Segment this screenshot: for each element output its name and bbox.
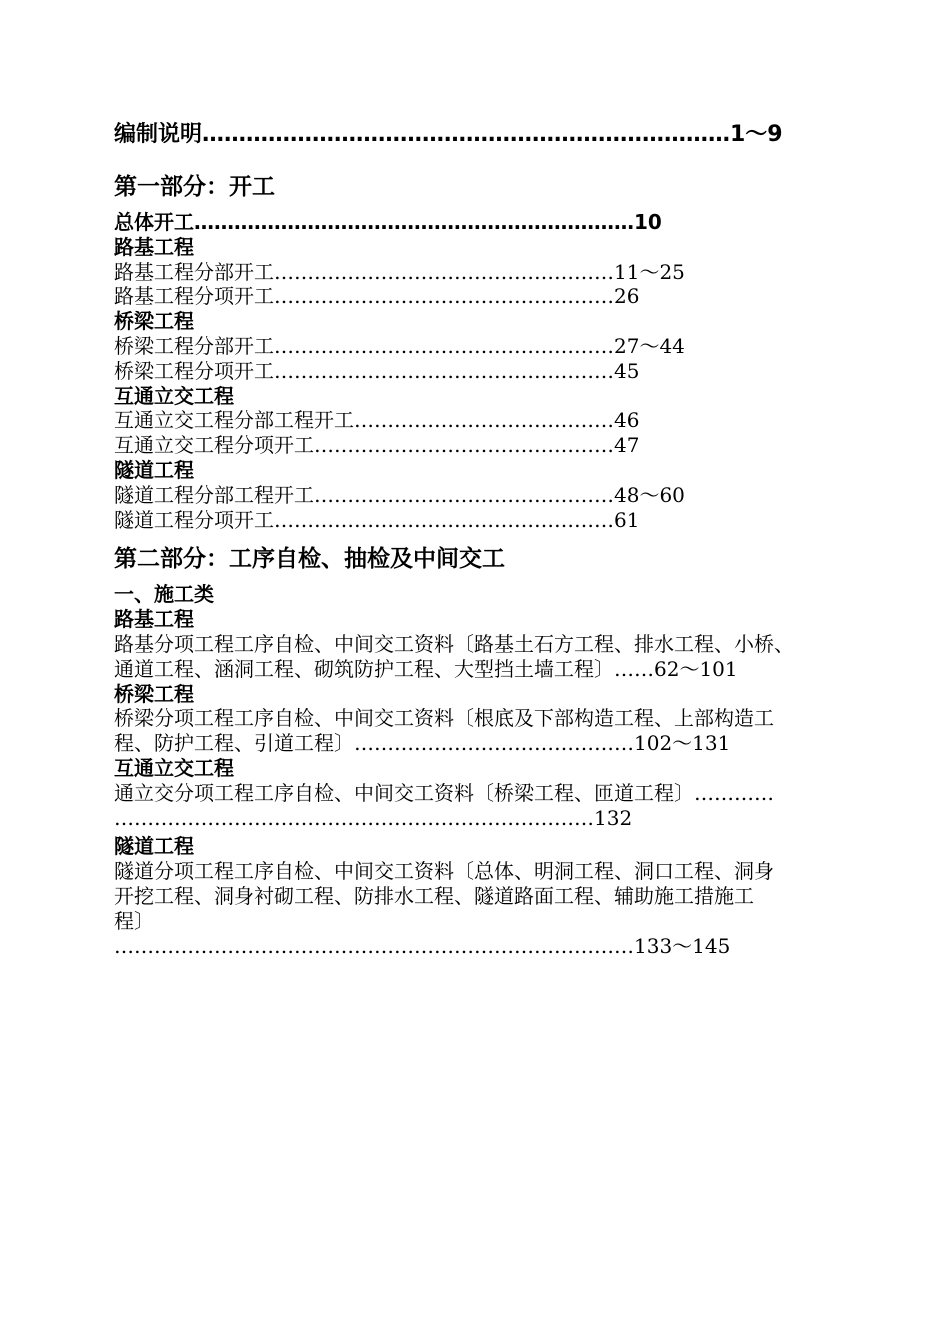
toc-page: [114, 120, 884, 958]
toc-line: 通道工程、涵洞工程、砌筑防护工程、大型挡土墙工程〕……62～101: [114, 656, 738, 681]
toc-intro: 编制说明………………………………………………………………1～9: [114, 122, 783, 147]
toc-line: 互通立交工程分项开工………………………………………47: [114, 433, 640, 458]
toc-line: 路基分项工程工序自检、中间交工资料〔路基土石方工程、排水工程、小桥、: [114, 631, 794, 656]
toc-line: 通立交分项工程工序自检、中间交工资料〔桥梁工程、匝道工程〕…………: [114, 780, 774, 805]
category-head: 一、施工类: [114, 582, 214, 607]
toc-line: 隧道工程分项开工……………………………………………61: [114, 507, 640, 532]
section-head: 桥梁工程: [114, 309, 194, 334]
section-head: 互通立交工程: [114, 755, 234, 780]
toc-line: 隧道分项工程工序自检、中间交工资料〔总体、明洞工程、洞口工程、洞身: [114, 859, 774, 884]
section-head: 互通立交工程: [114, 383, 234, 408]
toc-line: 互通立交工程分部工程开工…………………………………46: [114, 408, 640, 433]
toc-line: 桥梁工程分部开工……………………………………………27～44: [114, 333, 685, 358]
section-head: 隧道工程: [114, 457, 194, 482]
toc-line: 路基工程分项开工……………………………………………26: [114, 284, 640, 309]
toc-line: 桥梁工程分项开工……………………………………………45: [114, 358, 640, 383]
toc-line: 程、防护工程、引道工程〕……………………………………102～131: [114, 731, 731, 756]
toc-line: 程〕: [114, 908, 154, 933]
section-head: 桥梁工程: [114, 681, 194, 706]
part1-title: 第一部分：开工: [114, 174, 275, 200]
toc-line: ………………………………………………………………132: [114, 805, 633, 830]
part2-title: 第二部分：工序自检、抽检及中间交工: [114, 546, 505, 573]
section-head: 路基工程: [114, 234, 194, 259]
toc-line: 桥梁分项工程工序自检、中间交工资料〔根底及下部构造工程、上部构造工: [114, 706, 774, 731]
toc-overall: 总体开工…………………………………………………………10: [114, 210, 662, 234]
toc-line: 路基工程分部开工……………………………………………11～25: [114, 259, 685, 284]
toc-line: 隧道工程分部工程开工………………………………………48～60: [114, 482, 685, 507]
section-head: 路基工程: [114, 607, 194, 632]
section-head: 隧道工程: [114, 834, 194, 859]
toc-line: ……………………………………………………………………133～145: [114, 933, 731, 958]
toc-line: 开挖工程、洞身衬砌工程、防排水工程、隧道路面工程、辅助施工措施工: [114, 883, 754, 908]
